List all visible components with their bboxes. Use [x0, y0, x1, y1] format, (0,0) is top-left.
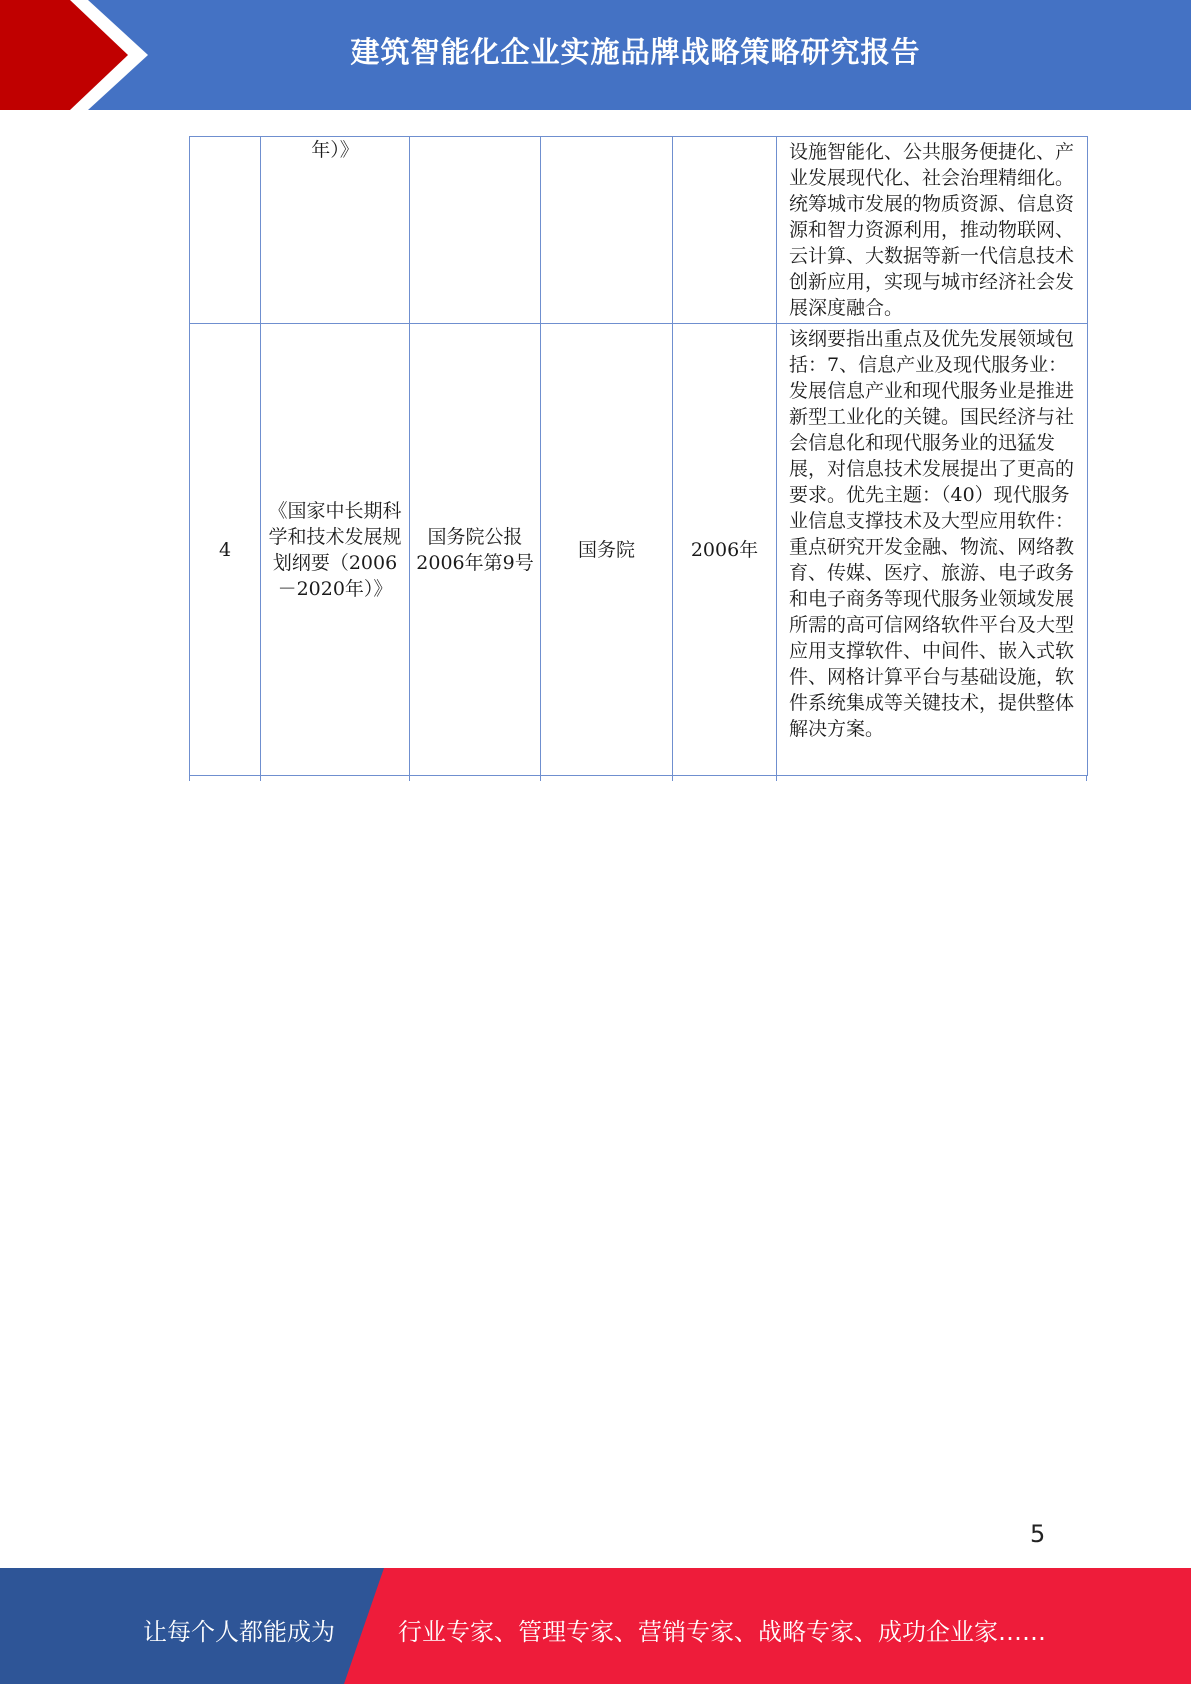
- table-continuation-mark: [409, 775, 410, 781]
- row-number-cell: 4: [190, 324, 261, 776]
- table-continuation-mark: [776, 775, 777, 781]
- table-continuation-mark: [260, 775, 261, 781]
- document-number-cell: [410, 137, 541, 324]
- content-cell: 该纲要指出重点及优先发展领域包括：7、信息产业及现代服务业：发展信息产业和现代服务业是推进新型工业化的关键。国民经济与社会信息化和现代服务业的迅猛发展，对信息技术发展提出了更高的要求。优先主题：（40）现代服务业信息支撑技术及大型应用软件：重点研究开发金融、物流、网络教育、传媒、医疗、旅游、电子政务和电子商务等现代服务业领域发展所需的高可信网络软件平台及大型应用支撑软件、中间件、嵌入式软件、网格计算平台与基础设施，软件系统集成等关键技术，提供整体解决方案。: [777, 324, 1088, 776]
- page-header: [0, 0, 1191, 110]
- table-continuation-mark: [672, 775, 673, 781]
- table-continuation-mark: [1086, 775, 1087, 781]
- document-number-cell: 国务院公报2006年第9号: [410, 324, 541, 776]
- page-number: 5: [1030, 1520, 1046, 1548]
- page-footer: [0, 1568, 1191, 1684]
- table-continuation-mark: [189, 775, 190, 781]
- report-title: 建筑智能化企业实施品牌战略策略研究报告: [350, 35, 921, 69]
- footer-slogan-right: 行业专家、管理专家、营销专家、战略专家、成功企业家……: [398, 1618, 1046, 1646]
- policy-name-cell: 年）》: [261, 137, 410, 324]
- table-row: [190, 324, 1088, 776]
- footer-slogan-left: 让每个人都能成为: [143, 1618, 335, 1646]
- policy-name-cell: 《国家中长期科学和技术发展规划纲要（2006－2020年）》: [261, 324, 410, 776]
- table-row: [190, 137, 1088, 324]
- year-cell: [673, 137, 777, 324]
- year-cell: 2006年: [673, 324, 777, 776]
- table-continuation-mark: [540, 775, 541, 781]
- content-cell: 设施智能化、公共服务便捷化、产业发展现代化、社会治理精细化。统筹城市发展的物质资源、信息资源和智力资源利用，推动物联网、云计算、大数据等新一代信息技术创新应用，实现与城市经济社会发展深度融合。: [777, 137, 1088, 324]
- issuer-cell: 国务院: [541, 324, 673, 776]
- row-number-cell: [190, 137, 261, 324]
- issuer-cell: [541, 137, 673, 324]
- policy-table: [189, 136, 1088, 776]
